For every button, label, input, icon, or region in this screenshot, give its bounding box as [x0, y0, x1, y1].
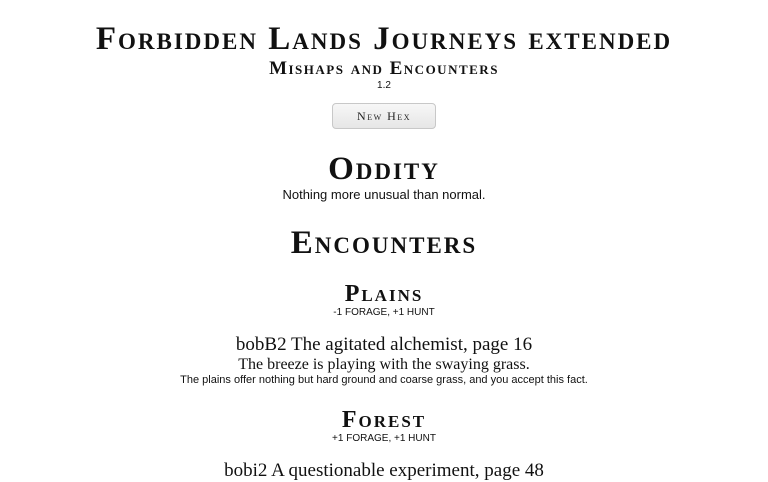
app-title: Forbidden Lands Journeys extended: [95, 21, 673, 57]
terrain-heading-forest: Forest: [341, 407, 427, 433]
terrain-heading-plains: Plains: [344, 281, 424, 307]
oddity-text: Nothing more unusual than normal.: [282, 187, 486, 202]
terrain-modifiers-plains: -1 FORAGE, +1 HUNT: [333, 307, 435, 318]
encounters-heading: Encounters: [290, 225, 478, 261]
version-label: 1.2: [377, 80, 391, 91]
new-hex-button[interactable]: New Hex: [332, 103, 436, 129]
encounter-flavor-plains: The breeze is playing with the swaying grass.: [238, 356, 530, 373]
encounter-description-plains: The plains offer nothing but hard ground and coarse grass, and you accept this fact.: [180, 374, 588, 386]
oddity-heading: Oddity: [328, 151, 440, 187]
app-subtitle: Mishaps and Encounters: [269, 58, 499, 79]
terrain-modifiers-forest: +1 FORAGE, +1 HUNT: [332, 433, 436, 444]
encounter-title-plains: bobB2 The agitated alchemist, page 16: [235, 334, 533, 355]
encounter-title-forest: bobi2 A questionable experiment, page 48: [224, 460, 544, 481]
